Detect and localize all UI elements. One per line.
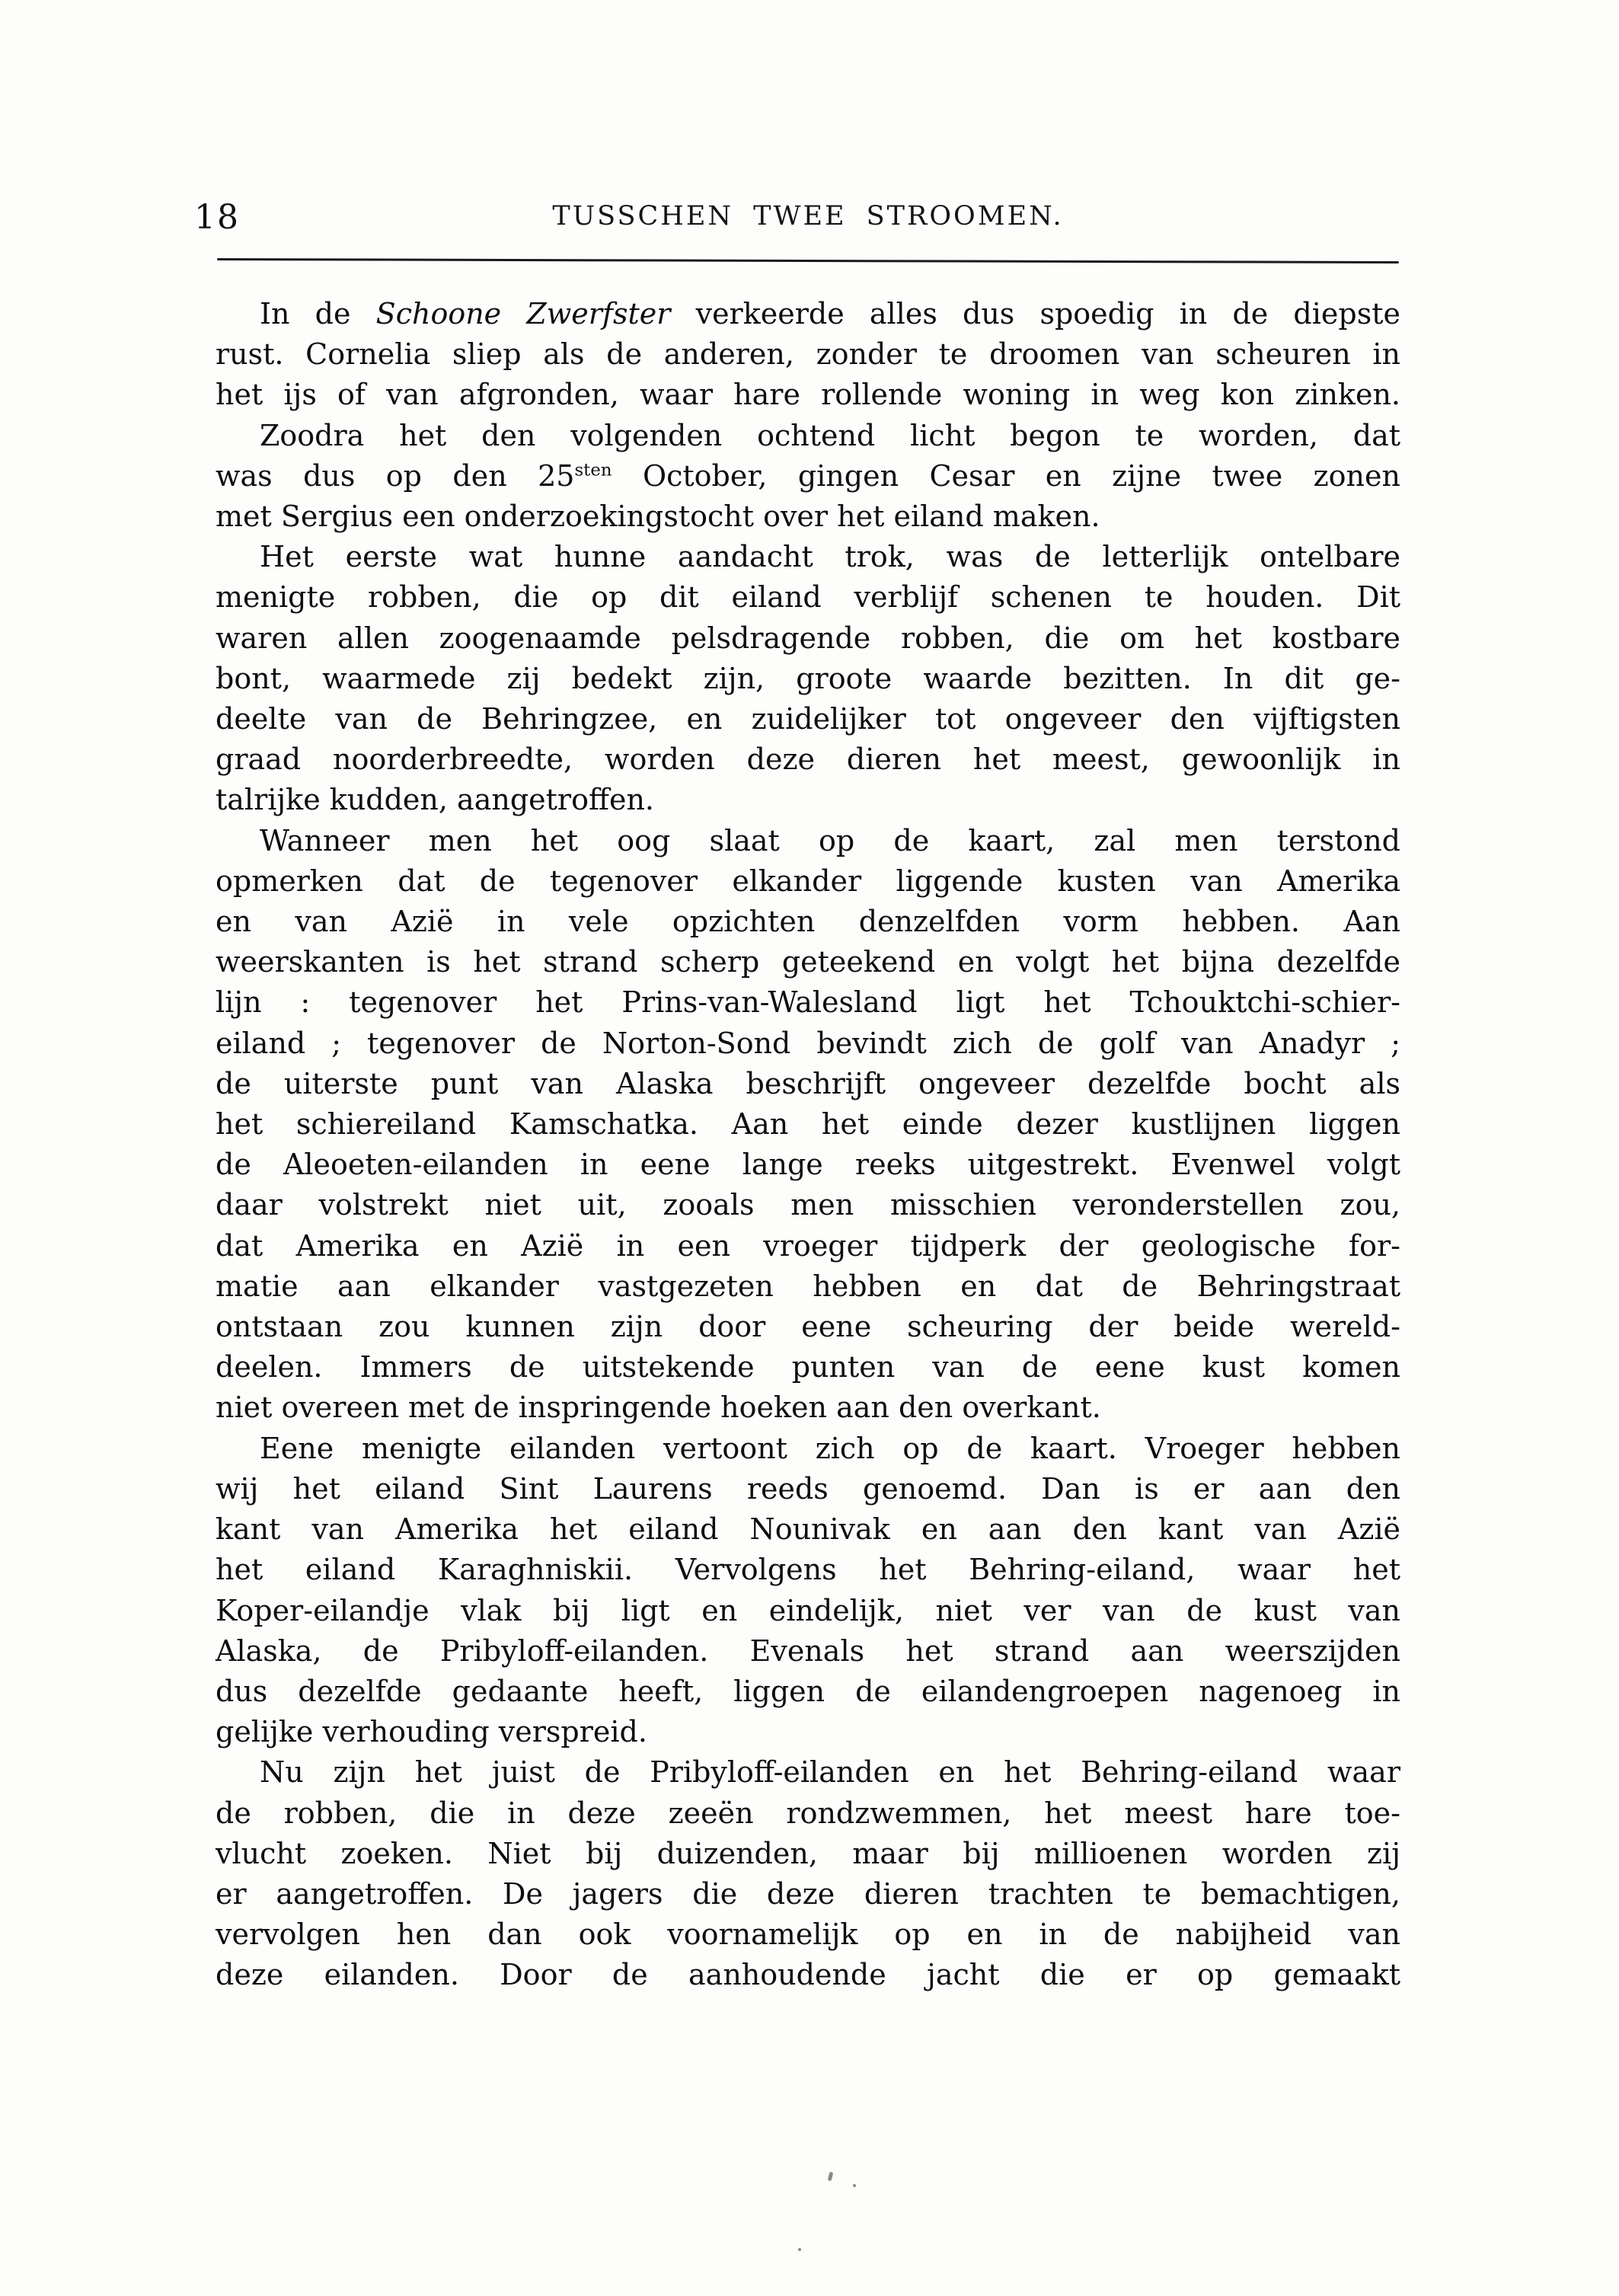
text-line: het ijs of van afgronden, waar hare rollende woning in weg kon zinken. [216, 378, 1400, 412]
text-line: Eene menigte eilanden vertoont zich op de kaart. Vroeger hebben [260, 1431, 1400, 1465]
text-line: menigte robben, die op dit eiland verblijf schenen te houden. Dit [216, 580, 1400, 615]
body-text [216, 294, 1400, 1996]
text-line: Nu zijn het juist de Pribyloff-eilanden en het Behring-eiland waar [260, 1755, 1400, 1790]
text-line: daar volstrekt niet uit, zooals men misschien veronderstellen zou, [216, 1188, 1400, 1222]
text-line: In de Schoone Zwerfster verkeerde alles dus spoedig in de diepste [260, 297, 1400, 331]
running-title: TUSSCHEN TWEE STROOMEN. [552, 201, 1064, 232]
text-line: wij het eiland Sint Laurens reeds genoemd. Dan is er aan den [216, 1471, 1400, 1506]
text-line: matie aan elkander vastgezeten hebben en dat de Behringstraat [216, 1269, 1400, 1303]
page-header [194, 196, 1400, 245]
text-line: deze eilanden. Door de aanhoudende jacht die er op gemaakt [216, 1958, 1400, 1992]
text-line: Wanneer men het oog slaat op de kaart, zal men terstond [260, 823, 1400, 857]
text-line: ontstaan zou kunnen zijn door eene scheuring der beide wereld- [216, 1310, 1400, 1344]
text-line: het schiereiland Kamschatka. Aan het einde dezer kustlijnen liggen [216, 1107, 1400, 1142]
scan-speck [798, 2248, 801, 2251]
text-line: was dus op den $25^{sten}$ October, gingen Cesar en zijne twee zonen [216, 458, 1400, 493]
text-line: rust. Cornelia sliep als de anderen, zonder te droomen van scheuren in [216, 337, 1400, 372]
text-line: kant van Amerika het eiland Nounivak en aan den kant van Azië [216, 1512, 1400, 1547]
text-line: gelijke verhouding verspreid. [216, 1715, 647, 1749]
text-line: de uiterste punt van Alaska beschrijft ongeveer dezelfde bocht als [216, 1066, 1400, 1100]
text-line: eiland ; tegenover de Norton-Sond bevindt zich de golf van Anadyr ; [216, 1026, 1400, 1060]
scan-speck [828, 2172, 834, 2182]
header-rule [217, 258, 1399, 263]
text-line: Zoodra het den volgenden ochtend licht begon te worden, dat [260, 418, 1400, 452]
text-line: dus dezelfde gedaante heeft, liggen de eilandengroepen nagenoeg in [216, 1674, 1400, 1708]
text-line: deelte van de Behringzee, en zuidelijker tot ongeveer den vijftigsten [216, 702, 1400, 736]
text-line: deelen. Immers de uitstekende punten van de eene kust komen [216, 1350, 1400, 1384]
text-line: lijn : tegenover het Prins-van-Walesland ligt het Tchouktchi-schier- [216, 985, 1400, 1020]
text-line: er aangetroffen. De jagers die deze dieren trachten te bemachtigen, [216, 1876, 1400, 1911]
text-line: de robben, die in deze zeeën rondzwemmen, het meest hare toe- [216, 1796, 1400, 1830]
text-line: graad noorderbreedte, worden deze dieren het meest, gewoonlijk in [216, 742, 1400, 777]
text-line: met Sergius een onderzoekingstocht over het eiland maken. [216, 500, 1100, 534]
scan-speck [853, 2184, 856, 2187]
text-line: niet overeen met de inspringende hoeken aan den overkant. [216, 1391, 1101, 1425]
page-number: 18 [194, 198, 240, 237]
text-line: Koper-eilandje vlak bij ligt en eindelijk, niet ver van de kust van [216, 1593, 1400, 1627]
text-line: bont, waarmede zij bedekt zijn, groote waarde bezitten. In dit ge- [216, 661, 1400, 695]
text-line: en van Azië in vele opzichten denzelfden vorm hebben. Aan [216, 905, 1400, 939]
text-line: vervolgen hen dan ook voornamelijk op en in de nabijheid van [216, 1918, 1400, 1952]
text-line: waren allen zoogenaamde pelsdragende robben, die om het kostbare [216, 621, 1400, 655]
text-line: opmerken dat de tegenover elkander liggende kusten van Amerika [216, 864, 1400, 898]
text-line: de Aleoeten-eilanden in eene lange reeks uitgestrekt. Evenwel volgt [216, 1148, 1400, 1182]
text-line: Het eerste wat hunne aandacht trok, was de letterlijk ontelbare [260, 540, 1400, 574]
text-line: dat Amerika en Azië in een vroeger tijdperk der geologische for- [216, 1228, 1400, 1263]
text-line: weerskanten is het strand scherp geteekend en volgt het bijna dezelfde [216, 945, 1400, 979]
text-line: Alaska, de Pribyloff-eilanden. Evenals het strand aan weerszijden [216, 1633, 1400, 1668]
text-line: vlucht zoeken. Niet bij duizenden, maar bij millioenen worden zij [216, 1836, 1400, 1870]
text-line: het eiland Karaghniskii. Vervolgens het Behring-eiland, waar het [216, 1553, 1400, 1587]
text-line: talrijke kudden, aangetroffen. [216, 783, 654, 817]
